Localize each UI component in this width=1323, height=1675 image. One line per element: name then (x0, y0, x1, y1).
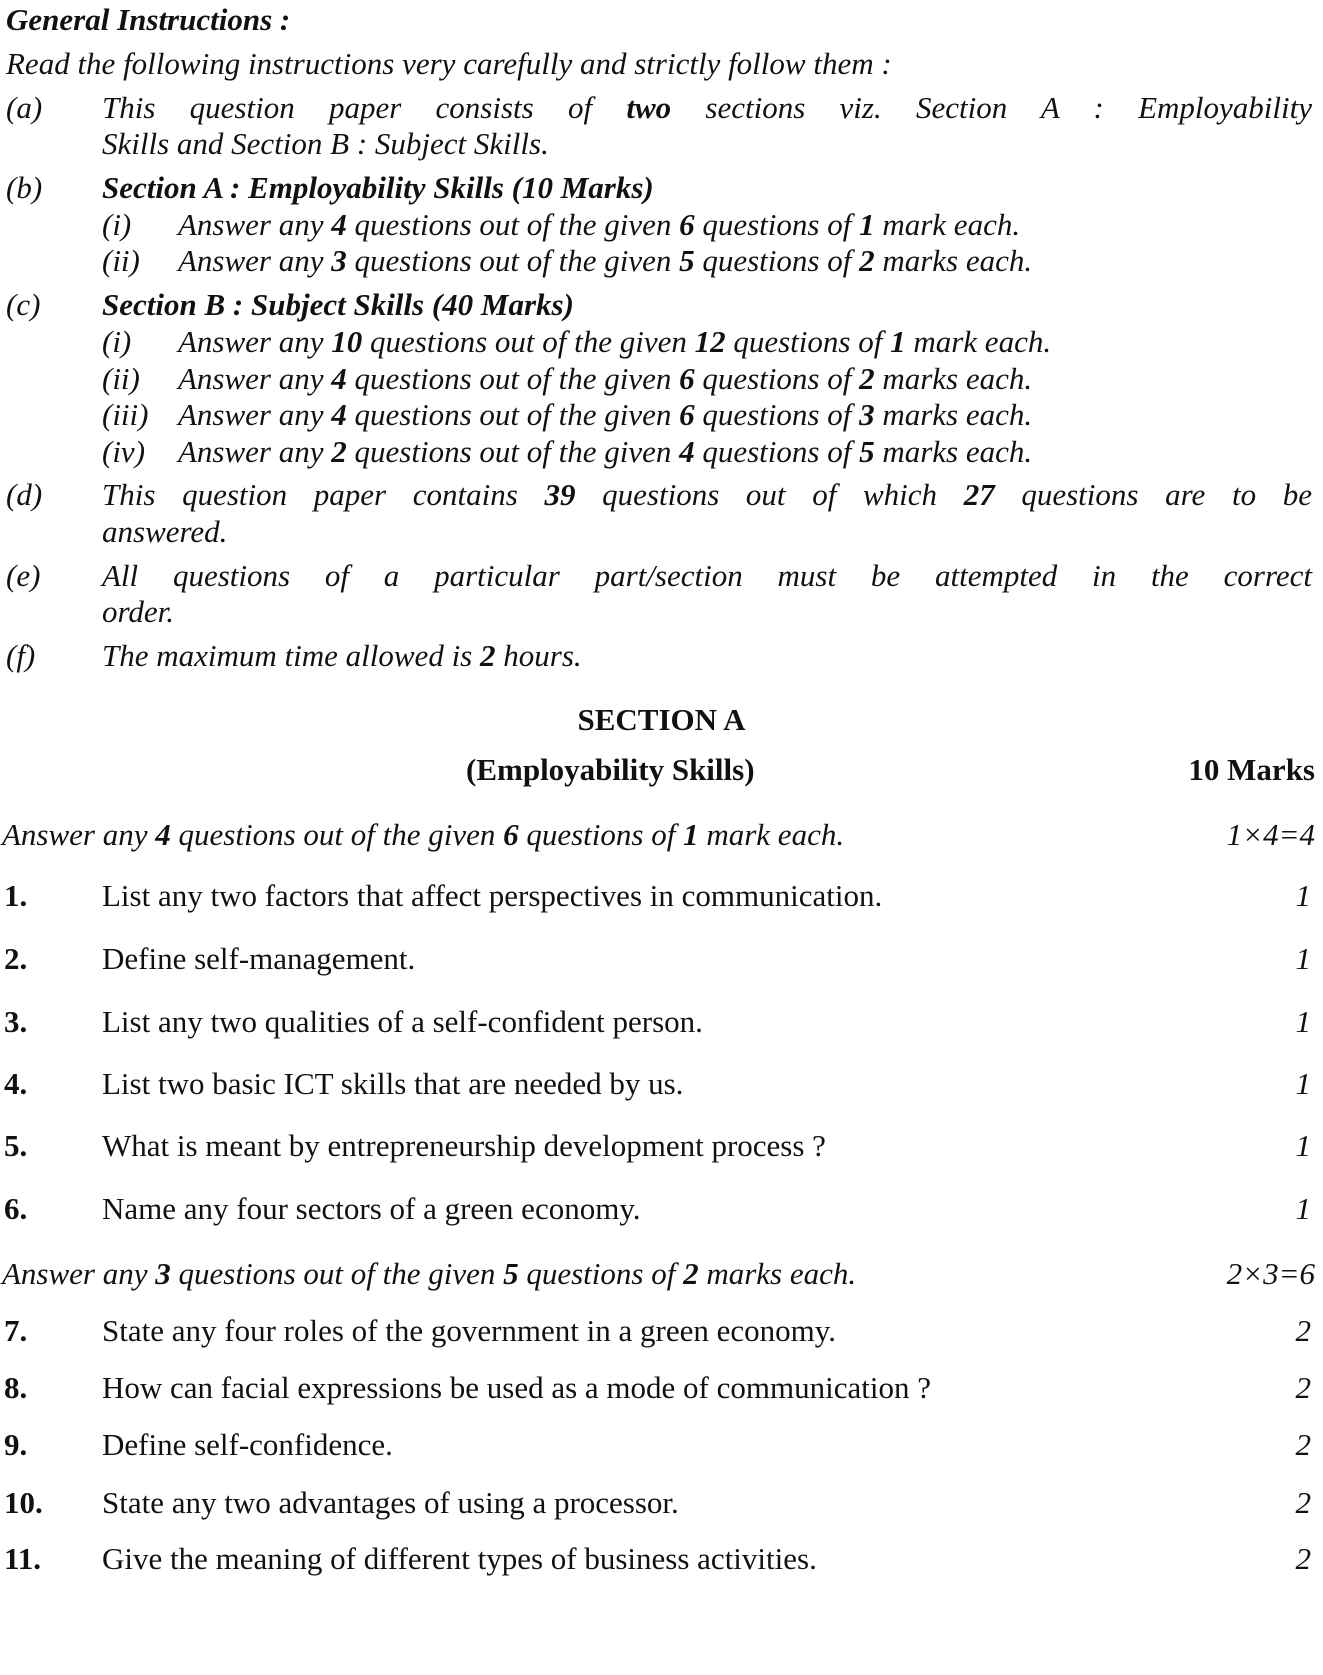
instruction-heading: Section A : Employability Skills (10 Marks) (102, 170, 654, 205)
question-text: What is meant by entrepreneurship development process ? (102, 1128, 826, 1163)
question-mark: 2 (1295, 1313, 1311, 1348)
instruction-e-line2: order. (102, 594, 175, 629)
instruction-d-line2: answered. (102, 514, 228, 549)
question-row (0, 1541, 1323, 1581)
question-number: 2. (4, 941, 28, 976)
question-number: 1. (4, 878, 28, 913)
question-text: List any two factors that affect perspectives in communication. (102, 878, 883, 913)
instruction-text: All questions of a particular part/section must be attempted in the correct (102, 558, 1312, 593)
question-row (0, 1313, 1323, 1353)
instruction-text: The maximum time allowed is 2 hours. (102, 638, 582, 673)
question-mark: 2 (1295, 1541, 1311, 1576)
question-number: 10. (4, 1485, 43, 1520)
question-mark: 1 (1295, 878, 1311, 913)
question-text: List two basic ICT skills that are needed by us. (102, 1066, 684, 1101)
question-number: 8. (4, 1370, 28, 1405)
group-instruction: Answer any 3 questions out of the given 5 questions of 2 marks each. (2, 1256, 857, 1291)
instruction-label: (e) (6, 558, 41, 593)
instruction-label: (f) (6, 638, 36, 673)
question-number: 11. (4, 1541, 42, 1576)
question-number: 9. (4, 1427, 28, 1462)
question-text: Name any four sectors of a green economy. (102, 1191, 641, 1226)
question-mark: 2 (1295, 1370, 1311, 1405)
question-mark: 1 (1295, 1191, 1311, 1226)
question-text: State any two advantages of using a processor. (102, 1485, 679, 1520)
general-instructions-intro: Read the following instructions very carefully and strictly follow them : (6, 46, 892, 81)
instruction-text: This question paper contains 39 questions out of which 27 questions are to be (102, 477, 1312, 512)
question-number: 5. (4, 1128, 28, 1163)
group-instruction: Answer any 4 questions out of the given 6 questions of 1 mark each. (2, 817, 845, 852)
section-subtitle: (Employability Skills) (466, 752, 755, 787)
general-instructions-title: General Instructions : (6, 2, 291, 37)
section-marks: 10 Marks (1188, 752, 1315, 787)
group-score: 1×4=4 (1226, 817, 1315, 852)
question-number: 6. (4, 1191, 28, 1226)
question-mark: 2 (1295, 1427, 1311, 1462)
question-mark: 1 (1295, 1128, 1311, 1163)
question-text: Define self-management. (102, 941, 416, 976)
question-text: State any four roles of the government in a green economy. (102, 1313, 836, 1348)
question-text: List any two qualities of a self-confident person. (102, 1004, 703, 1039)
question-number: 7. (4, 1313, 28, 1348)
question-number: 4. (4, 1066, 28, 1101)
question-row (0, 1066, 1323, 1106)
question-row (0, 1370, 1323, 1410)
question-row (0, 1191, 1323, 1231)
question-row (0, 1128, 1323, 1168)
question-mark: 1 (1295, 1004, 1311, 1039)
question-text: How can facial expressions be used as a mode of communication ? (102, 1370, 931, 1405)
group-score: 2×3=6 (1226, 1256, 1315, 1291)
question-row (0, 1004, 1323, 1044)
question-mark: 1 (1295, 941, 1311, 976)
instruction-a-line2: Skills and Section B : Subject Skills. (102, 126, 549, 161)
instruction-text: This question paper consists of two sections viz. Section A : Employability (102, 90, 1312, 125)
exam-page: General Instructions : Read the following instructions very carefully and strictly follow them : (a) This question paper consists of two sections viz. Section A : Employability Skills and Section B : Subject Skills. (b) Section A : Employability Skills (10 Marks) (i) Answer any 4 questions out of the given 6 questions of 1 mark each. (ii) Answer any 3 questions out of the given 5 questions of 2 marks each. (c) Section B : Subject Skills (40 Marks) (i) Answer any 10 questions out of the given 12 questions of 1 mark each. (ii) Answer any 4 questions out of the given 6 questions of 2 marks each. (iii) Answer any 4 questions out of the given 6 questions of 3 marks each. (iv) Answer any 2 questions out of the given 4 questions of 5 marks each. (d) This question paper contains 39 questions out of which 27 questions are to be answered. (e) All questions of a particular part/section must be attempted in the correct order. (f) The maximum time allowed is 2 hours. SECTION A (Employability Skills) 10 Marks Answer any 4 questions out of the given 6 questions of 1 mark each. 1×4=4 1. List any two factors that affect perspectives in communication. 1 2. Define self-management. 1 3. List any two qualities of a self-confident person. 1 4. List two basic ICT skills that are needed by us. 1 5. What is meant by entrepreneurship development process ? 1 6. Name any four sectors of a green economy. 1 Answer any 3 questions out of the given 5 questions of 2 marks each. 2×3=6 7. State any four roles of the government in a green economy. 2 8. How can facial expressions be used as a mode of communication ? 2 9. Define self-confidence. 2 10. State any two advantages of using a processor. 2 11. Give the meaning of different types of business activities. 2 (0, 0, 1323, 1675)
question-row (0, 1427, 1323, 1467)
instruction-label: (a) (6, 90, 43, 125)
question-mark: 2 (1295, 1485, 1311, 1520)
instruction-heading: Section B : Subject Skills (40 Marks) (102, 287, 574, 322)
question-row (0, 941, 1323, 981)
question-row (0, 878, 1323, 918)
instruction-label: (c) (6, 287, 41, 322)
question-text: Define self-confidence. (102, 1427, 393, 1462)
instruction-label: (b) (6, 170, 43, 205)
question-mark: 1 (1295, 1066, 1311, 1101)
question-number: 3. (4, 1004, 28, 1039)
question-row (0, 1485, 1323, 1525)
instruction-label: (d) (6, 477, 43, 512)
question-text: Give the meaning of different types of business activities. (102, 1541, 817, 1576)
section-title: SECTION A (577, 702, 746, 737)
